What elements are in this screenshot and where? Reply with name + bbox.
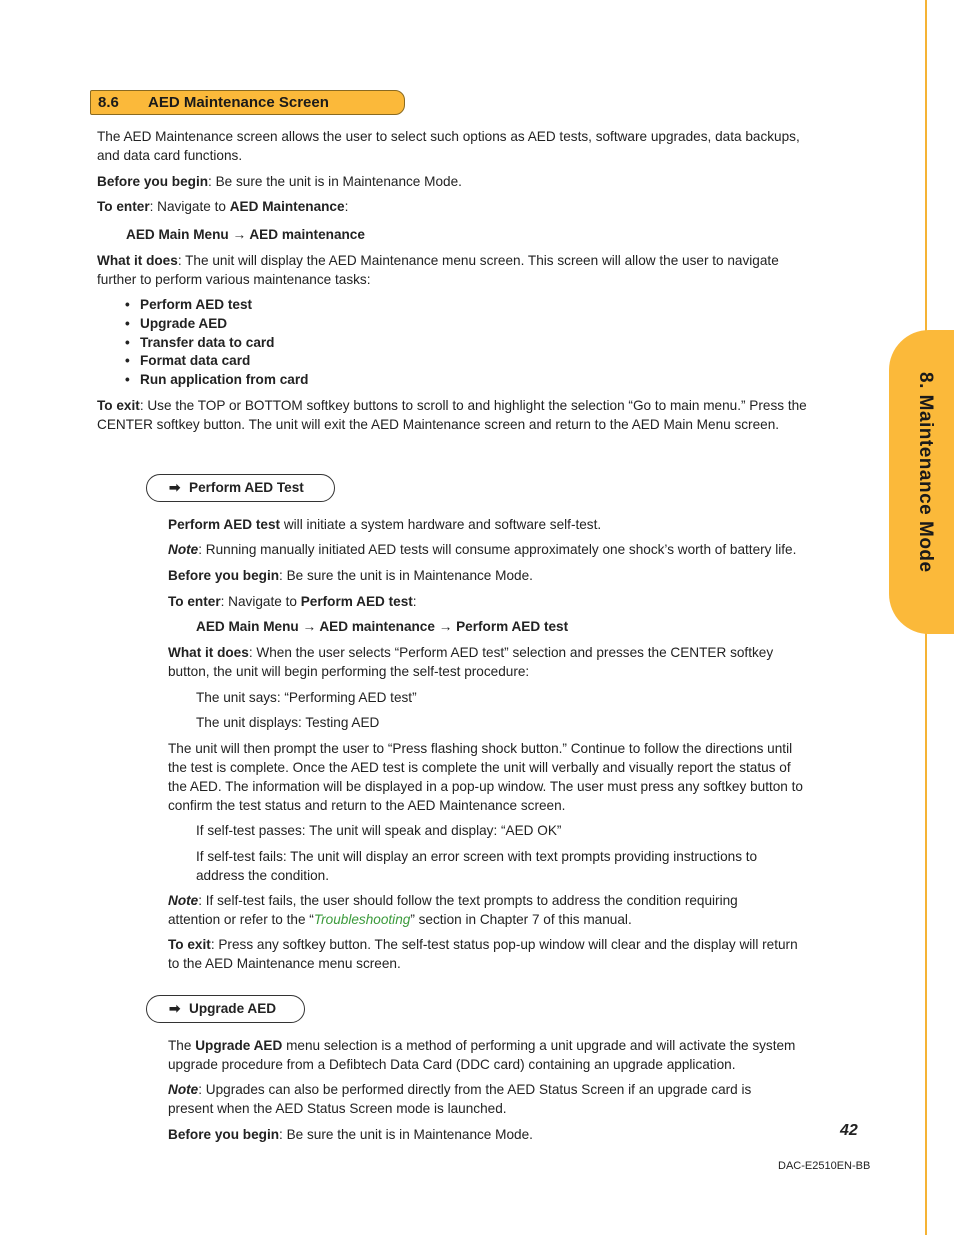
list-item: • Perform AED test <box>125 296 308 315</box>
exit-label: To exit <box>97 398 140 413</box>
list-item: • Format data card <box>125 352 308 371</box>
enter-target: AED Maintenance <box>229 199 345 214</box>
unit-says: The unit says: “Performing AED test” <box>196 690 417 705</box>
enter-mid: : Navigate to <box>220 594 301 609</box>
arrow-right-icon: ➡ <box>169 1001 181 1016</box>
before-text: : Be sure the unit is in Maintenance Mode. <box>279 1127 533 1142</box>
note-2 <box>168 891 788 929</box>
what-it-does-1 <box>97 251 817 289</box>
note-1 <box>168 540 828 559</box>
note-3 <box>168 1080 788 1118</box>
to-exit-1 <box>97 396 807 434</box>
menu-path-2: AED Main Menu → AED maintenance → Perform AED test <box>196 619 569 634</box>
exit-text: : Use the TOP or BOTTOM softkey buttons to scroll to and highlight the selection “Go to main menu.” Press the CENTER softkey button. The unit will exit the AED Maintenance screen and return to the AED Main Menu screen. <box>97 398 807 432</box>
self-test-passes: If self-test passes: The unit will speak and display: “AED OK” <box>196 823 562 838</box>
troubleshooting-link[interactable]: Troubleshooting <box>313 912 411 927</box>
page-number: 42 <box>840 1122 858 1139</box>
upgrade-pre: The <box>168 1038 196 1053</box>
to-enter-1 <box>97 197 348 216</box>
before-label: Before you begin <box>168 1127 280 1142</box>
note-label: Note <box>168 1082 199 1097</box>
note-text: : Upgrades can also be performed directly from the AED Status Screen if an upgrade card is present when the AED Status Screen mode is launched. <box>168 1082 752 1116</box>
note-label: Note <box>168 893 199 908</box>
before-you-begin-1 <box>97 172 462 191</box>
upgrade-aed-heading <box>146 995 305 1023</box>
upgrade-label: Upgrade AED <box>195 1038 283 1053</box>
arrow-right-icon: ➡ <box>169 480 181 495</box>
note-label: Note <box>168 542 199 557</box>
list-item: • Upgrade AED <box>125 315 308 334</box>
upgrade-text: menu selection is a method of performing a unit upgrade and will activate the system upgrade procedure from a Defibtech Data Card (DDC card) containing an upgrade application. <box>168 1038 796 1072</box>
what-label: What it does <box>97 253 178 268</box>
before-text: : Be sure the unit is in Maintenance Mode. <box>208 174 462 189</box>
what-it-does-2 <box>168 643 818 681</box>
unit-displays: The unit displays: Testing AED <box>196 715 380 730</box>
self-test-fails: If self-test fails: The unit will display an error screen with text prompts providing instructions to address the condition. <box>196 849 758 883</box>
perform-description <box>168 515 601 534</box>
perform-text: will initiate a system hardware and software self-test. <box>280 517 602 532</box>
what-text: : When the user selects “Perform AED test” selection and presses the CENTER softkey button, the unit will begin performing the self-test procedure: <box>168 645 774 679</box>
note-text-a: : If self-test fails, the user should follow the text prompts to address the condition requiring attention or refer to the “ <box>168 893 738 927</box>
what-text: : The unit will display the AED Maintenance menu screen. This screen will allow the user to navigate further to perform various maintenance tasks: <box>97 253 779 287</box>
pill-label: Upgrade AED <box>189 1001 277 1016</box>
intro-paragraph: The AED Maintenance screen allows the user to select such options as AED tests, software upgrades, data backups, and data card functions. <box>97 129 800 163</box>
list-item: • Transfer data to card <box>125 334 308 353</box>
before-text: : Be sure the unit is in Maintenance Mode. <box>279 568 533 583</box>
before-label: Before you begin <box>97 174 209 189</box>
section-number: 8.6 <box>98 94 119 111</box>
menu-path-1: AED Main Menu → AED maintenance <box>126 227 365 242</box>
list-item: • Run application from card <box>125 371 308 390</box>
section-title: AED Maintenance Screen <box>148 94 329 111</box>
perform-label: Perform AED test <box>168 517 281 532</box>
enter-end: : <box>412 594 417 609</box>
task-list <box>125 296 308 390</box>
before-you-begin-2 <box>168 566 533 585</box>
pill-label: Perform AED Test <box>189 480 304 495</box>
note-text-b: ” section in Chapter 7 of this manual. <box>410 912 632 927</box>
to-enter-2 <box>168 592 417 611</box>
exit-text: : Press any softkey button. The self-test status pop-up window will clear and the display will return to the AED Maintenance menu screen. <box>168 937 798 971</box>
chapter-side-tab-label: 8. Maintenance Mode <box>915 372 936 573</box>
section-header <box>90 90 405 115</box>
enter-label: To enter <box>168 594 221 609</box>
enter-label: To enter <box>97 199 150 214</box>
exit-label: To exit <box>168 937 211 952</box>
before-you-begin-3 <box>168 1125 533 1144</box>
enter-mid: : Navigate to <box>149 199 230 214</box>
perform-aed-test-heading <box>146 474 335 502</box>
enter-target: Perform AED test <box>300 594 413 609</box>
to-exit-2 <box>168 935 798 973</box>
before-label: Before you begin <box>168 568 280 583</box>
document-code: DAC-E2510EN-BB <box>778 1160 871 1172</box>
note-text: : Running manually initiated AED tests will consume approximately one shock’s worth of battery life. <box>198 542 797 557</box>
prompt-paragraph: The unit will then prompt the user to “Press flashing shock button.” Continue to follow the directions until the test is complete. Once the AED test is complete the unit will verbally and visually report the status of the AED. The information will be displayed in a pop-up window. The user must press any softkey button to confirm the test status and return to the AED Maintenance screen. <box>168 741 803 813</box>
upgrade-description <box>168 1036 808 1074</box>
what-label: What it does <box>168 645 249 660</box>
enter-end: : <box>344 199 349 214</box>
